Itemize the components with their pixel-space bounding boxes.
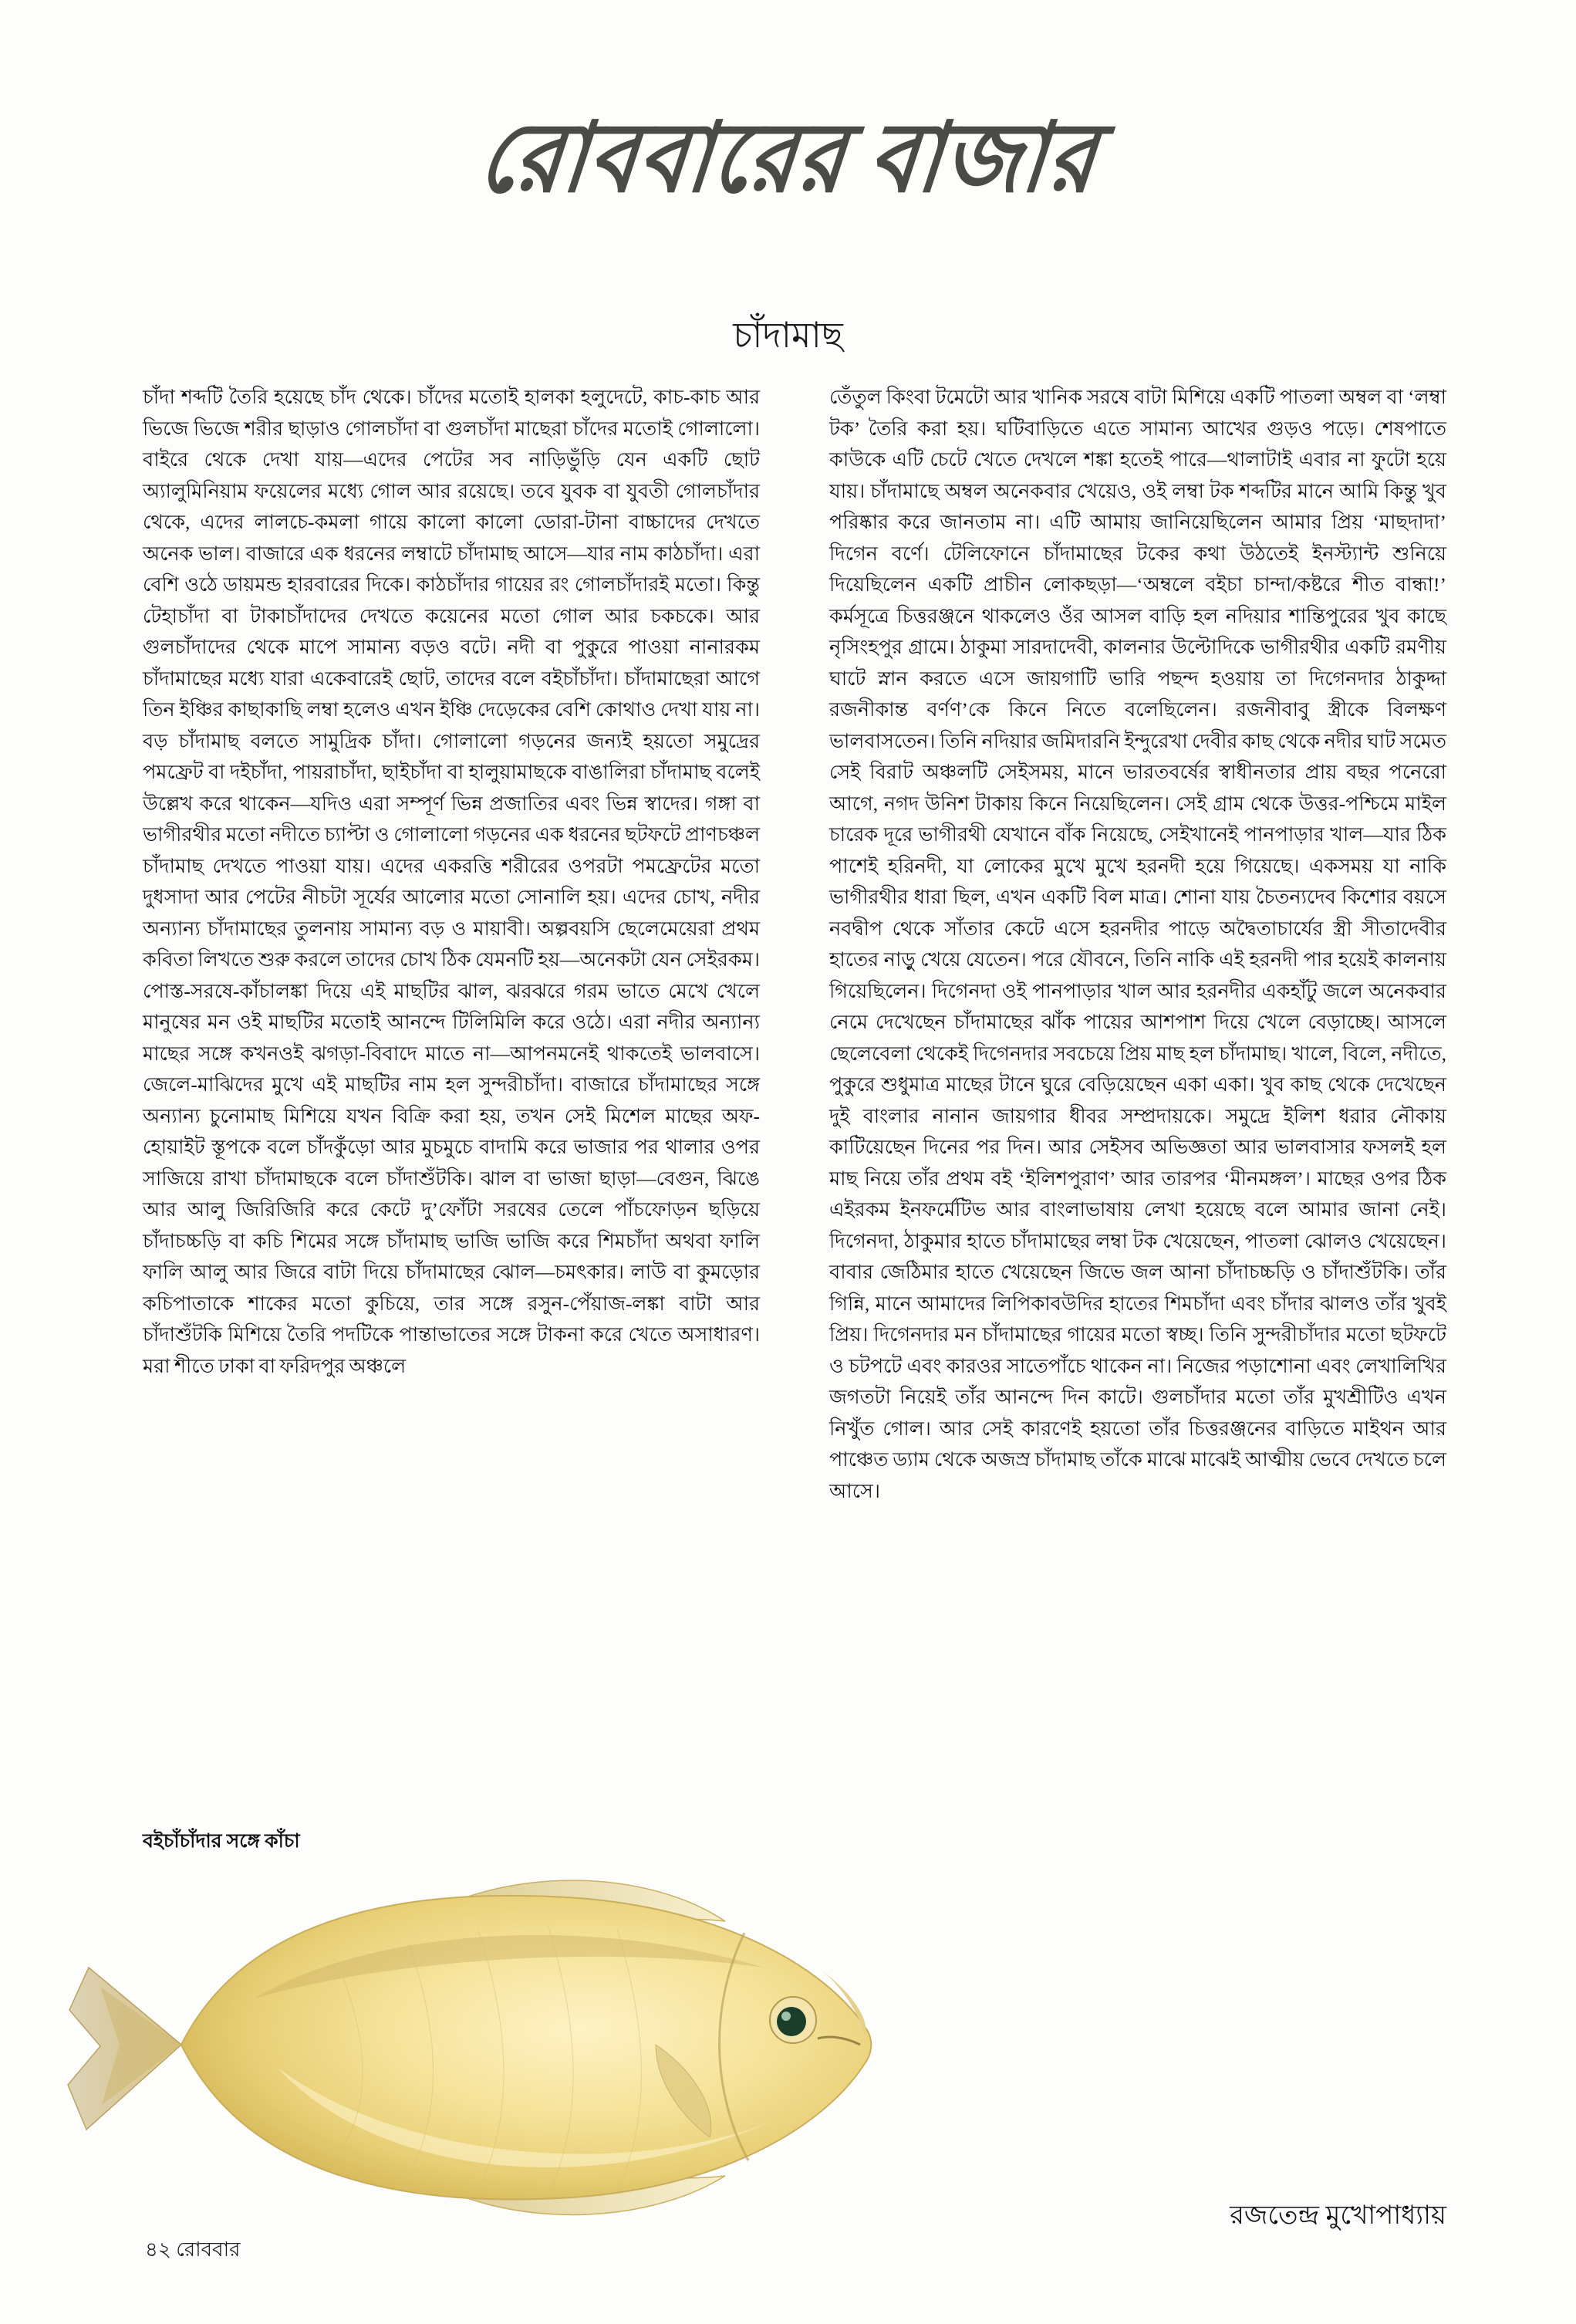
column-right <box>829 382 1446 1507</box>
column-left-text: চাঁদা শব্দটি তৈরি হয়েছে চাঁদ থেকে। চাঁদের মতোই হালকা হলুদেটে, কাচ-কাচ আর ভিজে ভিজে শরীর ছাড়াও গোলচাঁদা বা গুলচাঁদা মাছেরা চাঁদের মতোই গোলালো। বাইরে থেকে দেখা যায়—এদের পেটের সব নাড়িভুঁড়ি যেন একটি ছোট অ্যালুমিনিয়াম ফয়েলের মধ্যে গোল আর রয়েছে। তবে যুবক বা যুবতী গোলচাঁদার থেকে, এদের লালচে-কমলা গায়ে কালো কালো ডোরা-টানা বাচ্চাদের দেখতে অনেক ভাল। বাজারে এক ধরনের লম্বাটে চাঁদামাছ আসে—যার নাম কাঠচাঁদা। এরা বেশি ওঠে ডায়মন্ড হারবারের দিকে। কাঠচাঁদার গায়ের রং গোলচাঁদারই মতো। কিন্তু টেহাচাঁদা বা টাকাচাঁদাদের দেখতে কয়েনের মতো গোল আর চকচকে। আর গুলচাঁদাদের থেকে মাপে সামান্য বড়ও বটে। নদী বা পুকুরে পাওয়া নানারকম চাঁদামাছের মধ্যে যারা একেবারেই ছোট, তাদের বলে বইচাঁচাঁদা। চাঁদামাছেরা আগে তিন ইঞ্চির কাছাকাছি লম্বা হলেও এখন ইঞ্চি দেড়েকের বেশি কোথাও দেখা যায় না। বড় চাঁদামাছ বলতে সামুদ্রিক চাঁদা। গোলালো গড়নের জন্যই হয়তো সমুদ্রের পমফ্রেট বা দইচাঁদা, পায়রাচাঁদা, ছাইচাঁদা বা হালুয়ামাছকে বাঙালিরা চাঁদামাছ বলেই উল্লেখ করে থাকেন—যদিও এরা সম্পূর্ণ ভিন্ন প্রজাতির এবং ভিন্ন স্বাদের। গঙ্গা বা ভাগীরথীর মতো নদীতে চ্যাপ্টা ও গোলালো গড়নের এক ধরনের ছটফটে প্রাণচঞ্চল চাঁদামাছ দেখতে পাওয়া যায়। এদের একরত্তি শরীরের ওপরটা পমফ্রেটের মতো দুধসাদা আর পেটের নীচটা সূর্যের আলোর মতো সোনালি হয়। এদের চোখ, নদীর অন্যান্য চাঁদামাছের তুলনায় সামান্য বড় ও মায়াবী। অল্পবয়সি ছেলেমেয়েরা প্রথম কবিতা লিখতে শুরু করলে তাদের চোখ ঠিক যেমনটি হয়—অনেকটা যেন সেইরকম। পোস্ত-সরষে-কাঁচালঙ্কা দিয়ে এই মাছটির ঝাল, ঝরঝরে গরম ভাতে মেখে খেলে মানুষের মন ওই মাছটির মতোই আনন্দে টিলিমিলি করে ওঠে। এরা নদীর অন্যান্য মাছের সঙ্গে কখনওই ঝগড়া-বিবাদে মাতে না—আপনমনেই থাকতেই ভালবাসে। জেলে-মাঝিদের মুখে এই মাছটির নাম হল সুন্দরীচাঁদা। বাজারে চাঁদামাছের সঙ্গে অন্যান্য চুনোমাছ মিশিয়ে যখন বিক্রি করা হয়, তখন সেই মিশেল মাছের অফ-হোয়াইট স্তূপকে বলে চাঁদকুঁড়ো আর মুচমুচে বাদামি করে ভাজার পর থালার ওপর সাজিয়ে রাখা চাঁদামাছকে বলে চাঁদাশুঁটকি। ঝাল বা ভাজা ছাড়া—বেগুন, ঝিঙে আর আলু জিরিজিরি করে কেটে দু’ফোঁটা সরষের তেলে পাঁচফোড়ন ছড়িয়ে চাঁদাচচ্চড়ি বা কচি শিমের সঙ্গে চাঁদামাছ ভাজি ভাজি করে শিমচাঁদা অথবা ফালি ফালি আলু আর জিরে বাটা দিয়ে চাঁদামাছের ঝোল—চমৎকার। লাউ বা কুমড়োর কচিপাতাকে শাকের মতো কুচিয়ে, তার সঙ্গে রসুন-পেঁয়াজ-লঙ্কা বাটা আর চাঁদাশুঁটকি মিশিয়ে তৈরি পদটিকে পান্তাভাতের সঙ্গে টাকনা করে খেতে অসাধারণ। মরা শীতে ঢাকা বা ফরিদপুর অঞ্চলে <box>143 386 760 1377</box>
masthead <box>0 105 1576 213</box>
fish-photograph <box>46 1813 926 2292</box>
column-left <box>143 382 760 1497</box>
masthead-title: রোববারের বাজার <box>474 105 1102 213</box>
figure-caption: বইচাঁচাঁদার সঙ্গে কাঁচা <box>143 1831 300 1852</box>
byline: রজতেন্দ্র মুখোপাধ্যায় <box>1230 2201 1446 2230</box>
fish-eye-glint <box>781 2012 791 2021</box>
article-title: চাঁদামাছ <box>733 316 843 355</box>
fish-eye-pupil <box>777 2007 806 2036</box>
column-right-text: তেঁতুল কিংবা টমেটো আর খানিক সরষে বাটা মিশিয়ে একটি পাতলা অম্বল বা ‘লম্বা টক’ তৈরি করা হয়। ঘটিবাড়িতে এতে সামান্য আখের গুড়ও পড়ে। শেষপাতে কাউকে এটি চেটে খেতে দেখলে শঙ্কা হতেই পারে—থালাটাই এবার না ফুটো হয়ে যায়। চাঁদামাছে অম্বল অনেকবার খেয়েও, ওই লম্বা টক শব্দটির মানে আমি কিন্তু খুব পরিষ্কার করে জানতাম না। এটি আমায় জানিয়েছিলেন আমার প্রিয় ‘মাছদাদা’ দিগেন বর্ণে। টেলিফোনে চাঁদামাছের টকের কথা উঠতেই ইনস্ট্যান্ট শুনিয়ে দিয়েছিলেন একটি প্রাচীন লোকছড়া—‘অম্বলে বইচা চান্দা/কষ্টরে শীত বান্ধা!’ কর্মসূত্রে চিত্তরঞ্জনে থাকলেও ওঁর আসল বাড়ি হল নদিয়ার শান্তিপুরের খুব কাছে নৃসিংহপুর গ্রামে। ঠাকুমা সারদাদেবী, কালনার উল্টোদিকে ভাগীরথীর একটি রমণীয় ঘাটে স্নান করতে এসে জায়গাটি ভারি পছন্দ হওয়ায় তা দিগেনদার ঠাকুদ্দা রজনীকান্ত বর্ণণ’কে কিনে নিতে বলেছিলেন। রজনীবাবু স্ত্রীকে বিলক্ষণ ভালবাসতেন। তিনি নদিয়ার জমিদারনি ইন্দুরেখা দেবীর কাছ থেকে নদীর ঘাট সমেত সেই বিরাট অঞ্চলটি সেইসময়, মানে ভারতবর্ষের স্বাধীনতার প্রায় বছর পনেরো আগে, নগদ উনিশ টাকায় কিনে নিয়েছিলেন। সেই গ্রাম থেকে উত্তর-পশ্চিমে মাইল চারেক দূরে ভাগীরথী যেখানে বাঁক নিয়েছে, সেইখানেই পানপাড়ার খাল—যার ঠিক পাশেই হরিনদী, যা লোকের মুখে মুখে হরনদী হয়ে গিয়েছে। একসময় যা নাকি ভাগীরথীর ধারা ছিল, এখন একটি বিল মাত্র। শোনা যায় চৈতন্যদেব কিশোর বয়সে নবদ্বীপ থেকে সাঁতার কেটে এসে হরনদীর পাড়ে অদ্বৈতাচার্যের স্ত্রী সীতাদেবীর হাতের নাড়ু খেয়ে যেতেন। পরে যৌবনে, তিনি নাকি এই হরনদী পার হয়েই কালনায় গিয়েছিলেন। দিগেনদা ওই পানপাড়ার খাল আর হরনদীর একহাঁটু জলে অনেকবার নেমে দেখেছেন চাঁদামাছের ঝাঁক পায়ের আশপাশ দিয়ে খেলে বেড়াচ্ছে। আসলে ছেলেবেলা থেকেই দিগেনদার সবচেয়ে প্রিয় মাছ হল চাঁদামাছ। খালে, বিলে, নদীতে, পুকুরে শুধুমাত্র মাছের টানে ঘুরে বেড়িয়েছেন একা একা। খুব কাছ থেকে দেখেছেন দুই বাংলার নানান জায়গার ধীবর সম্প্রদায়কে। সমুদ্রে ইলিশ ধরার নৌকায় কাটিয়েছেন দিনের পর দিন। আর সেইসব অভিজ্ঞতা আর ভালবাসার ফসলই হল মাছ নিয়ে তাঁর প্রথম বই ‘ইলিশপুরাণ’ আর তারপর ‘মীনমঙ্গল’। মাছের ওপর ঠিক এইরকম ইনফর্মেটিভ আর বাংলাভাষায় লেখা হয়েছে বলে আমার জানা নেই। দিগেনদা, ঠাকুমার হাতে চাঁদামাছের লম্বা টক খেয়েছেন, পাতলা ঝোলও খেয়েছেন। বাবার জেঠিমার হাতে খেয়েছেন জিভে জল আনা চাঁদাচচ্চড়ি ও চাঁদাশুঁটকি। তাঁর গিন্নি, মানে আমাদের লিপিকাবউদির হাতের শিমচাঁদা এবং চাঁদার ঝালও তাঁর খুবই প্রিয়। দিগেনদার মন চাঁদামাছের গায়ের মতো স্বচ্ছ। তিনি সুন্দরীচাঁদার মতো ছটফটে ও চটপটে এবং কারওর সাতেপাঁচে থাকেন না। নিজের পড়াশোনা এবং লেখালিখির জগতটা নিয়েই তাঁর আনন্দে দিন কাটে। গুলচাঁদার মতো তাঁর মুখশ্রীটিও এখন নিখুঁত গোল। আর সেই কারণেই হয়তো তাঁর চিত্তরঞ্জনের বাড়িতে মাইথন আর পাঞ্চেত ড্যাম থেকে অজস্র চাঁদামাছ তাঁকে মাঝে মাঝেই আত্মীয় ভেবে দেখতে চলে আসে। <box>829 386 1447 1502</box>
page-folio: ৪২ রোববার <box>145 2238 241 2261</box>
fish-illustration <box>46 1813 926 2292</box>
